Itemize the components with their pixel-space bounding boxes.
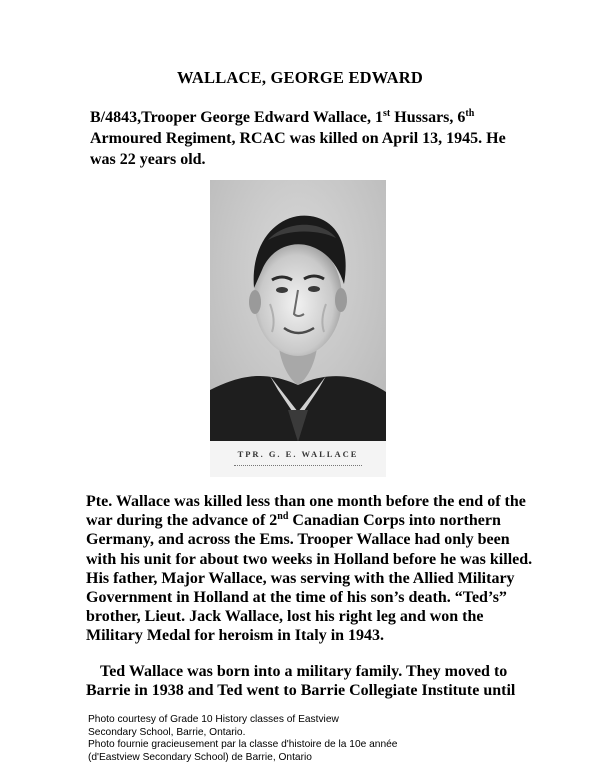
photo-caption-subline [234, 465, 362, 469]
paragraph-1-text-a: Pte. Wallace was killed less than one month before the end of the war during the advance of 2 [86, 493, 526, 530]
intro-text-a: B/4843,Trooper George Edward Wallace, 1 [90, 109, 384, 126]
credit-line: Photo courtesy of Grade 10 History classes of Eastview [88, 714, 339, 725]
credit-line: (d'Eastview Secondary School) de Barrie, Ontario [88, 751, 312, 763]
credit-line: Photo fournie gracieusement par la classe d'histoire de la 10e année [88, 739, 398, 751]
paragraph-1-text-b: Canadian Corps into northern Germany, and across the Ems. Trooper Wallace had only been with his unit for about two weeks in Holland before he was killed. His father, Major Wallace, was serving with the Allied Military Government in Holland at the time of his son’s death. “Ted’s” brother, Lieut. Jack Wallace, lost his right leg and won the Military Medal for heroism in Italy in 1943. [86, 512, 533, 645]
intro-text-b: Hussars, 6 [390, 109, 466, 126]
intro-superscript-th: th [465, 108, 475, 119]
portrait-photo [210, 180, 386, 477]
biography-text [86, 492, 536, 700]
credit-line: Secondary School, Barrie, Ontario. [88, 726, 246, 738]
photo-credits [88, 714, 548, 764]
portrait-illustration [210, 180, 386, 477]
biography-paragraph-2: Ted Wallace was born into a military family. They moved to Barrie in 1938 and Ted went to Barrie Collegiate Institute until [86, 662, 516, 699]
photo-caption-strip [210, 441, 386, 477]
intro-superscript-st: st [383, 108, 391, 119]
intro-text-c: Armoured Regiment, RCAC was killed on April 13, 1945. He was 22 years old. [90, 130, 506, 168]
biography-paragraph-1 [86, 492, 536, 646]
paragraph-1-superscript-nd: nd [277, 511, 289, 523]
photo-caption: TPR. G. E. WALLACE [237, 449, 359, 459]
page-title: WALLACE, GEORGE EDWARD [177, 68, 423, 87]
intro-paragraph [90, 107, 530, 170]
